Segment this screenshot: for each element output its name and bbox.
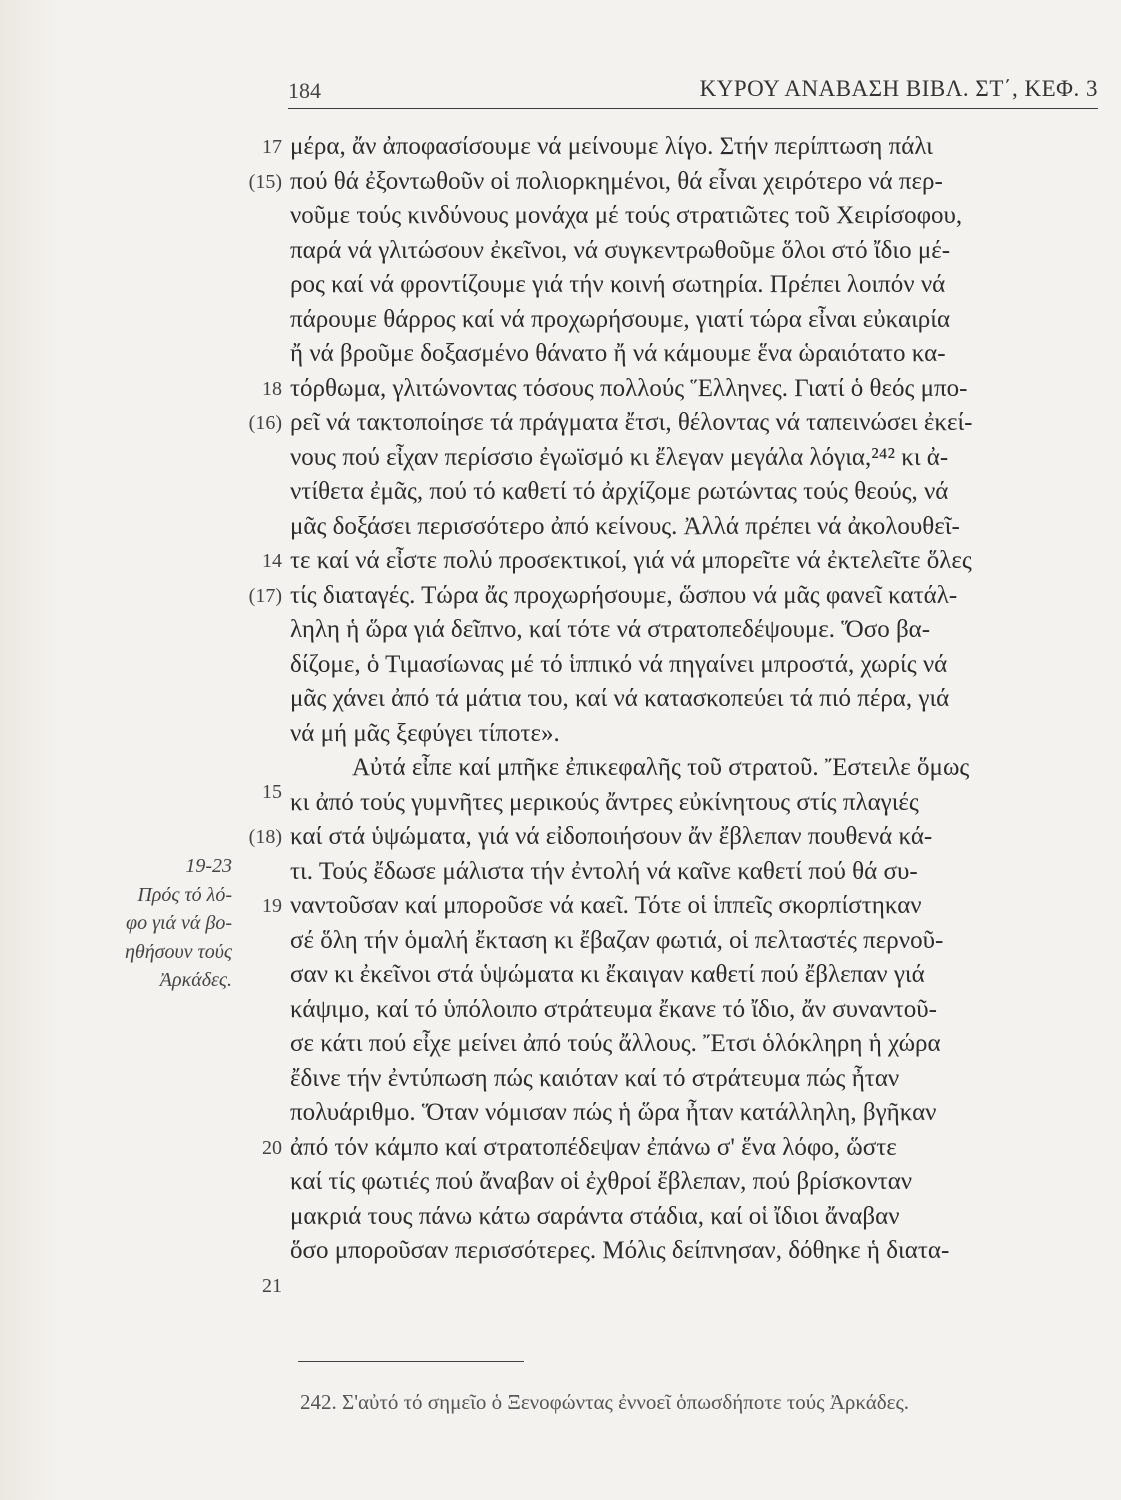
text-line: τόρθωμα, γλιτώνοντας τόσους πολλούς Ἕλληνες. Γιατί ὁ θεός μπο- <box>290 374 968 402</box>
text-line: καί τίς φωτιές πού ἄναβαν οἱ ἐχθροί ἔβλεπαν, πού βρίσκονταν <box>290 1168 913 1195</box>
text-line: νοῦμε τούς κινδύνους μονάχα μέ τούς στρατιῶτες τοῦ Χειρίσοφου, <box>290 202 963 229</box>
text-line: Αὐτά εἶπε καί μπῆκε ἐπικεφαλῆς τοῦ στρατοῦ. Ἔστειλε ὅμως <box>352 754 970 781</box>
margin-number: 18 <box>262 377 282 400</box>
text-line-indented <box>290 751 1102 786</box>
text-line: ὅσο μποροῦσαν περισσότερες. Μόλις δείπνησαν, δόθηκε ἡ διατα- <box>290 1237 950 1264</box>
margin-number: (15) <box>248 170 282 193</box>
side-note-line: Ἀρκάδες. <box>159 969 232 991</box>
page-header <box>288 72 1098 109</box>
text-line: σαν κι ἐκεῖνοι στά ὑψώματα κι ἔκαιγαν καθετί πού ἔβλεπαν γιά <box>290 961 925 988</box>
text-line: ντίθετα ἐμᾶς, πού τό καθετί τό ἀρχίζομε ρωτώντας τούς θεούς, νά <box>290 478 949 505</box>
page-shadow-edge <box>0 0 60 1500</box>
margin-number: 15 <box>262 781 282 803</box>
text-line: νά μή μᾶς ξεφύγει τίποτε». <box>290 719 560 747</box>
text-line: ἀπό τόν κάμπο καί στρατοπέδεψαν ἐπάνω σ' ἕνα λόφο, ὥστε <box>290 1133 897 1161</box>
text-line: μᾶς χάνει ἀπό τά μάτια του, καί νά κατασκοπεύει τά πιό πέρα, γιά <box>290 685 950 712</box>
text-line: κι ἀπό τούς γυμνῆτες μερικούς ἄντρες εὐκίνητους στίς πλαγιές <box>290 788 919 816</box>
text-line: κάψιμο, καί τό ὑπόλοιπο στράτευμα ἔκανε τό ἴδιο, ἄν συναντοῦ- <box>290 995 938 1023</box>
margin-number: 19 <box>262 895 282 917</box>
text-line: πολυάριθμο. Ὅταν νόμισαν πώς ἡ ὥρα ἦταν κατάλληλη, βγῆκαν <box>290 1099 937 1126</box>
text-line: μᾶς δοξάσει περισσότερο ἀπό κείνους. Ἀλλά πρέπει νά ἀκολουθεῖ- <box>290 512 960 540</box>
text-line: ἤ νά βροῦμε δοξασμένο θάνατο ἤ νά κάμουμε ἕνα ὡραιότατο κα- <box>290 340 946 367</box>
text-line: πάρουμε θάρρος καί νά προχωρήσουμε, γιατί τώρα εἶναι εὐκαιρία <box>290 305 951 333</box>
text-line: ρος καί νά φροντίζουμε γιά τήν κοινή σωτηρία. Πρέπει λοιπόν νά <box>290 271 946 298</box>
text-line: πού θά ἐξοντωθοῦν οἱ πολιορκημένοι, θά εἶναι χειρότερο νά περ- <box>290 167 943 195</box>
text-line: ρεῖ νά τακτοποίησε τά πράγματα ἔτσι, θέλοντας νά ταπεινώσει ἐκεί- <box>290 409 973 436</box>
margin-number: 21 <box>262 1274 282 1297</box>
text-line: μακριά τους πάνω κάτω σαράντα στάδια, καί οἱ ἴδιοι ἄναβαν <box>290 1202 900 1230</box>
margin-number: (18) <box>248 826 282 848</box>
text-line: τε καί νά εἶστε πολύ προσεκτικοί, γιά νά μπορεῖτε νά ἐκτελεῖτε ὅλες <box>290 547 972 574</box>
text-line: ναντοῦσαν καί μποροῦσε νά καεῖ. Τότε οἱ ἱππεῖς σκορπίστηκαν <box>290 892 922 919</box>
footnote: 242. Σ'αὐτό τό σημεῖο ὁ Ξενοφώντας ἐννοεῖ ὁπωσδήποτε τούς Ἀρκάδες. <box>300 1390 910 1414</box>
text-line: δίζομε, ὁ Τιμασίωνας μέ τό ἱππικό νά πηγαίνει μπροστά, χωρίς νά <box>290 650 948 678</box>
text-line: νους πού εἶχαν περίσσιο ἐγωϊσμό κι ἔλεγαν μεγάλα λόγια,²⁴² κι ἀ- <box>290 443 949 471</box>
running-title: ΚΥΡΟΥ ΑΝΑΒΑΣΗ ΒΙΒΛ. ΣΤ΄, ΚΕΦ. 3 <box>699 76 1098 101</box>
text-line: μέρα, ἄν ἀποφασίσουμε νά μείνουμε λίγο. Στήν περίπτωση πάλι <box>290 133 933 160</box>
side-note-line: ηθήσουν τούς <box>124 940 232 963</box>
text-line: ἔδινε τήν ἐντύπωση πώς καιόταν καί τό στράτευμα πώς ἦταν <box>290 1064 900 1092</box>
text-line: σε κάτι πού εἶχε μείνει ἀπό τούς ἄλλους. Ἔτσι ὁλόκληρη ἡ χώρα <box>290 1030 941 1057</box>
side-note-line: Πρός τό λό- <box>137 883 232 906</box>
text-line: ληλη ἡ ὥρα γιά δεῖπνο, καί τότε νά στρατοπεδέψουμε. Ὅσο βα- <box>290 616 931 643</box>
text-line: καί στά ὑψώματα, γιά νά εἰδοποιήσουν ἄν ἔβλεπαν πουθενά κά- <box>290 823 933 850</box>
text-line: τι. Τούς ἔδωσε μάλιστα τήν ἐντολή νά καῖνε καθετί πού θά συ- <box>290 857 918 885</box>
page-number: 184 <box>288 78 321 103</box>
side-note-range: 19-23 <box>185 855 232 877</box>
margin-number: 14 <box>262 550 282 572</box>
text-line: παρά νά γλιτώσουν ἐκεῖνοι, νά συγκεντρωθοῦμε ὅλοι στό ἴδιο μέ- <box>290 236 951 264</box>
text-line: τίς διαταγές. Τώρα ἄς προχωρήσουμε, ὥσπου νά μᾶς φανεῖ κατάλ- <box>290 581 958 609</box>
margin-number: (17) <box>248 584 282 607</box>
margin-number: 17 <box>262 136 282 158</box>
body-text <box>290 130 1102 1269</box>
margin-number: (16) <box>248 412 282 434</box>
footnote-rule <box>298 1361 524 1362</box>
margin-number: 20 <box>262 1136 282 1159</box>
text-line: σέ ὅλη τήν ὁμαλή ἔκταση κι ἔβαζαν φωτιά, οἱ πελταστές περνοῦ- <box>290 926 944 954</box>
side-note-line: φο γιά νά βο- <box>126 912 232 934</box>
side-note <box>60 852 232 995</box>
